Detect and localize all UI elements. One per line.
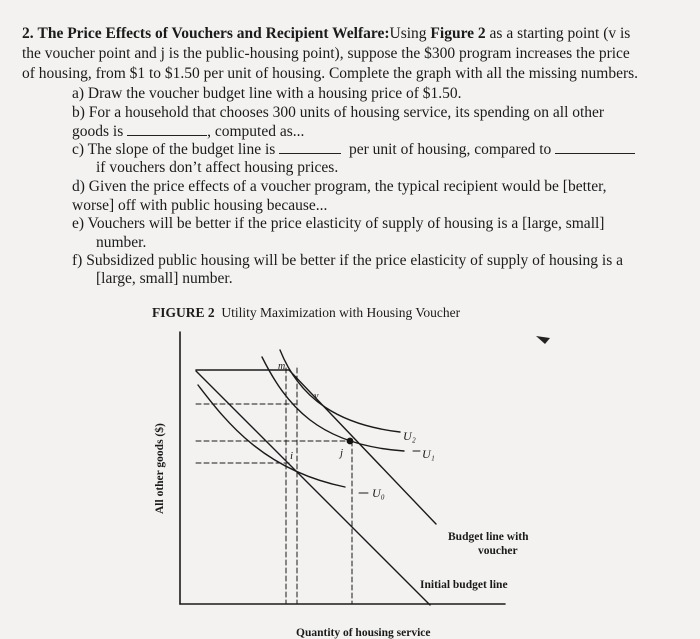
indifference-curve-u2	[280, 350, 400, 432]
label-initial-budget: Initial budget line	[420, 579, 508, 591]
question-title: The Price Effects of Vouchers and Recipient Welfare:	[37, 25, 390, 42]
label-m: m	[278, 361, 286, 372]
label-u2: U₂	[403, 429, 416, 443]
question-line-3: of housing, from $1 to $1.50 per unit of housing. Complete the graph with all the missing numbers.	[22, 65, 639, 82]
initial-budget-line	[196, 371, 430, 605]
part-b-line-1: b) For a household that chooses 300 units of housing service, its spending on all other	[72, 104, 605, 121]
label-budget-voucher-2: voucher	[478, 545, 518, 557]
intro-text-cont: as a starting point (v is	[485, 25, 631, 42]
figure-label: FIGURE 2	[152, 305, 215, 320]
part-f-line-1: f) Subsidized public housing will be better if the price elasticity of supply of housing is a	[72, 252, 624, 269]
part-e-line-2: number.	[96, 234, 147, 251]
label-u0: U₀	[372, 486, 385, 500]
question-line-2: the voucher point and j is the public-housing point), suppose the $300 program increases the price	[22, 45, 630, 62]
cursor-arrow-icon	[536, 336, 550, 344]
part-b-text-cont: , computed as...	[207, 123, 305, 140]
part-e-line-1: e) Vouchers will be better if the price elasticity of supply of housing is a [large, small]	[72, 215, 605, 232]
intro-text: Using	[389, 25, 431, 42]
dashed-guides	[196, 368, 352, 604]
part-a: a) Draw the voucher budget line with a housing price of $1.50.	[72, 85, 462, 102]
label-v: v	[314, 391, 319, 402]
part-d-line-2: worse] off with public housing because...	[72, 197, 328, 214]
part-c-text: c) The slope of the budget line is	[72, 141, 280, 158]
part-f-line-2: [large, small] number.	[96, 270, 233, 287]
label-i: i	[290, 450, 294, 462]
part-c-text-cont: per unit of housing, compared to	[348, 141, 556, 158]
y-axis-label: All other goods ($)	[154, 423, 166, 514]
part-b-text: goods is	[72, 123, 128, 140]
question-number: 2.	[22, 25, 34, 42]
part-d-line-1: d) Given the price effects of a voucher program, the typical recipient would be [better,	[72, 178, 607, 195]
label-budget-voucher-1: Budget line with	[448, 531, 529, 543]
label-u1: U₁	[422, 447, 435, 461]
x-axis-label: Quantity of housing service	[296, 627, 431, 639]
figure-caption: Utility Maximization with Housing Voucher	[221, 305, 461, 320]
point-j-dot	[347, 438, 354, 445]
label-j: j	[340, 447, 344, 459]
figure-reference: Figure 2	[430, 25, 486, 42]
part-c-line-2: if vouchers don’t affect housing prices.	[96, 159, 339, 176]
indifference-curve-u0	[198, 385, 345, 487]
